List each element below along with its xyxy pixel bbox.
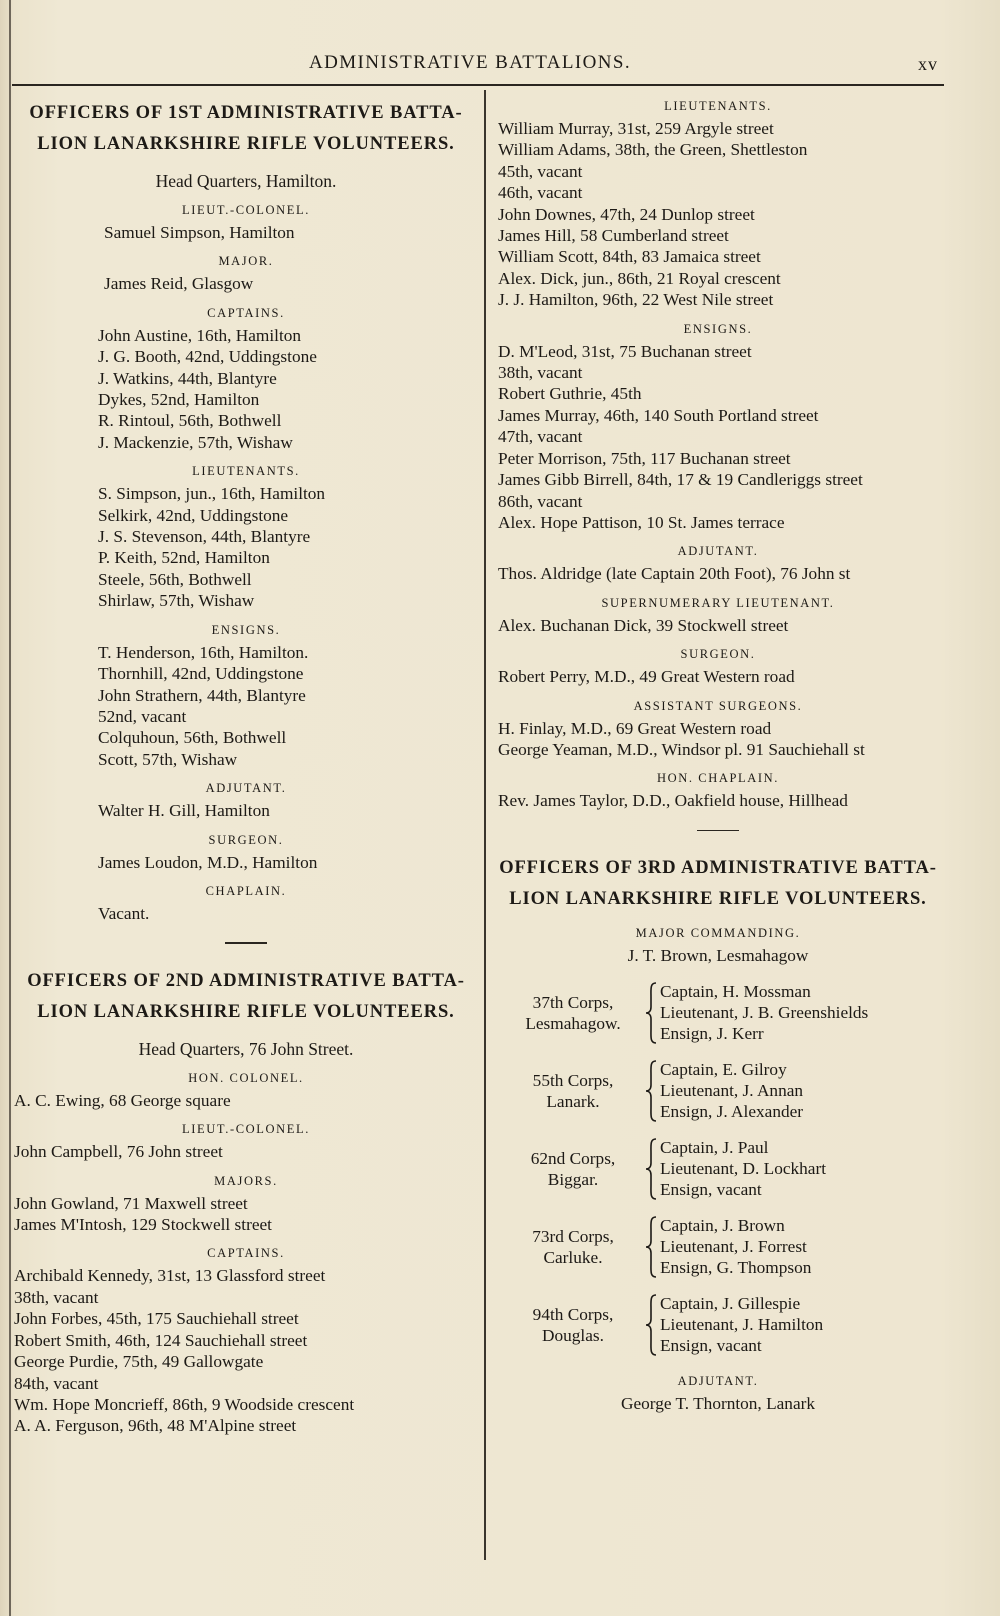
headquarters: Head Quarters, 76 John Street. xyxy=(138,1038,354,1059)
major-list xyxy=(14,273,478,294)
corps-entry xyxy=(508,1059,948,1123)
officer-entry: Rev. James Taylor, D.D., Oakfield house, Hillhead xyxy=(498,791,848,811)
officer-entry: Steele, 56th, Bothwell xyxy=(98,569,252,589)
officer-entry: Lieutenant, J. Forrest xyxy=(660,1237,807,1257)
officer-entry: John Downes, 47th, 24 Dunlop street xyxy=(498,204,755,224)
rank-label: MAJORS. xyxy=(214,1173,278,1188)
officer-entry: Captain, J. Brown xyxy=(660,1216,785,1236)
rank-label: ADJUTANT. xyxy=(677,544,759,559)
running-head xyxy=(0,52,1000,80)
officer-entry: A. C. Ewing, 68 George square xyxy=(14,1090,231,1110)
captains-list xyxy=(14,325,478,453)
rank-label: CAPTAINS. xyxy=(207,305,285,320)
officer-entry: Ensign, vacant xyxy=(660,1180,762,1200)
officer-entry: Wm. Hope Moncrieff, 86th, 9 Woodside crescent xyxy=(14,1394,355,1414)
officer-entry: S. Simpson, jun., 16th, Hamilton xyxy=(98,484,326,504)
officer-entry: John Forbes, 45th, 175 Sauchiehall street xyxy=(14,1309,299,1329)
officer-entry: 86th, vacant xyxy=(498,491,583,511)
officer-entry: Walter H. Gill, Hamilton xyxy=(98,801,270,821)
officer-entry: Vacant. xyxy=(98,903,150,923)
officer-entry: 47th, vacant xyxy=(498,427,583,447)
officer-entry: 52nd, vacant xyxy=(98,706,187,726)
hon-chaplain-list xyxy=(488,790,948,811)
corps-name-line: 94th Corps, xyxy=(532,1304,614,1324)
first-battalion xyxy=(14,98,478,924)
rank-label: MAJOR COMMANDING. xyxy=(635,926,801,941)
officer-entry: 45th, vacant xyxy=(498,161,583,181)
lieutenants-list xyxy=(488,118,948,311)
corps-name-line: 62nd Corps, xyxy=(530,1148,616,1168)
header-rule xyxy=(12,84,944,86)
officer-entry: J. Watkins, 44th, Blantyre xyxy=(98,368,277,388)
chaplain-list xyxy=(14,903,478,924)
officer-entry: Captain, J. Paul xyxy=(660,1138,769,1158)
officer-entry: Lieutenant, J. B. Greenshields xyxy=(660,1003,869,1023)
officer-entry: J. T. Brown, Lesmahagow xyxy=(627,946,809,966)
officer-entry: John Austine, 16th, Hamilton xyxy=(98,325,302,345)
corps-name xyxy=(508,1070,638,1112)
officer-entry: Lieutenant, J. Hamilton xyxy=(660,1315,824,1335)
officer-entry: Thos. Aldridge (late Captain 20th Foot), 76 John st xyxy=(498,564,851,584)
officer-entry: Samuel Simpson, Hamilton xyxy=(104,223,295,242)
officer-entry: Lieutenant, D. Lockhart xyxy=(660,1159,827,1179)
rank-label: ENSIGNS. xyxy=(683,321,753,336)
officer-entry: H. Finlay, M.D., 69 Great Western road xyxy=(498,718,772,738)
adjutant-list xyxy=(488,563,948,584)
officer-entry: Colquhoun, 56th, Bothwell xyxy=(98,728,287,748)
heading-line: LION LANARKSHIRE RIFLE VOLUNTEERS. xyxy=(37,1001,455,1022)
section-divider xyxy=(225,942,267,944)
corps-name-line: Biggar. xyxy=(547,1169,599,1189)
officer-entry: William Adams, 38th, the Green, Shettleston xyxy=(498,140,808,160)
majors-list xyxy=(14,1193,478,1236)
brace-icon xyxy=(644,1137,658,1201)
officer-entry: Ensign, J. Kerr xyxy=(660,1024,764,1044)
rank-label: MAJOR. xyxy=(218,254,274,269)
officer-entry: 38th, vacant xyxy=(14,1287,99,1307)
rank-label: LIEUT.-COLONEL. xyxy=(182,203,310,217)
officer-entry: Archibald Kennedy, 31st, 13 Glassford street xyxy=(14,1266,326,1286)
heading-line: OFFICERS OF 1ST ADMINISTRATIVE BATTA- xyxy=(29,103,463,123)
corps-name-line: Lanark. xyxy=(546,1091,600,1111)
corps-entry xyxy=(508,1215,948,1279)
corps-name-line: Douglas. xyxy=(542,1325,604,1345)
lt-colonel-list xyxy=(14,222,478,243)
rank-label: CHAPLAIN. xyxy=(205,883,287,898)
adjutant-list xyxy=(488,1393,948,1414)
running-title: ADMINISTRATIVE BATTALIONS. xyxy=(309,52,631,73)
captains-list xyxy=(14,1265,478,1436)
officer-entry: James Gibb Birrell, 84th, 17 & 19 Candleriggs street xyxy=(498,470,863,490)
officer-entry: John Campbell, 76 John street xyxy=(14,1142,223,1162)
right-column xyxy=(488,98,948,1414)
officer-entry: Robert Perry, M.D., 49 Great Western road xyxy=(498,667,795,687)
rank-label: LIEUTENANTS. xyxy=(192,464,300,479)
officer-entry: John Gowland, 71 Maxwell street xyxy=(14,1193,248,1213)
corps-entry xyxy=(508,1137,948,1201)
corps-name-line: 73rd Corps, xyxy=(532,1226,614,1246)
officer-entry: George Purdie, 75th, 49 Gallowgate xyxy=(14,1352,264,1372)
corps-list xyxy=(488,981,948,1357)
ensigns-list xyxy=(14,642,478,770)
officer-entry: T. Henderson, 16th, Hamilton. xyxy=(98,642,309,662)
corps-entry xyxy=(508,981,948,1045)
officer-entry: 38th, vacant xyxy=(498,363,583,383)
officer-entry: Ensign, vacant xyxy=(660,1336,762,1356)
officer-entry: James Reid, Glasgow xyxy=(104,274,254,294)
corps-name-line: 55th Corps, xyxy=(532,1070,614,1090)
surgeon-list xyxy=(488,666,948,687)
rank-label: ENSIGNS. xyxy=(211,622,281,637)
second-battalion-heading xyxy=(14,966,478,1028)
officer-entry: Selkirk, 42nd, Uddingstone xyxy=(98,505,289,525)
officer-entry: James Hill, 58 Cumberland street xyxy=(498,226,729,246)
ensigns-list xyxy=(488,341,948,534)
officer-entry: Captain, H. Mossman xyxy=(660,982,811,1002)
corps-officers xyxy=(660,1293,823,1356)
rank-label: ADJUTANT. xyxy=(205,781,287,796)
corps-name xyxy=(508,1304,638,1346)
corps-name xyxy=(508,992,638,1034)
officer-entry: Shirlaw, 57th, Wishaw xyxy=(98,591,255,611)
corps-officers xyxy=(660,1215,811,1278)
corps-name-line: 37th Corps, xyxy=(532,992,614,1012)
lt-colonel-list xyxy=(14,1141,478,1162)
gutter-edge xyxy=(9,0,11,1616)
officer-entry: James Loudon, M.D., Hamilton xyxy=(98,852,318,872)
officer-entry: Alex. Buchanan Dick, 39 Stockwell street xyxy=(498,615,789,635)
officer-entry: A. A. Ferguson, 96th, 48 M'Alpine street xyxy=(14,1416,297,1436)
rank-label: LIEUT.-COLONEL. xyxy=(182,1122,310,1137)
rank-label: HON. COLONEL. xyxy=(188,1070,304,1085)
heading-line: OFFICERS OF 2ND ADMINISTRATIVE BATTA- xyxy=(27,970,465,991)
officer-entry: Captain, J. Gillespie xyxy=(660,1294,801,1314)
corps-officers xyxy=(660,1137,826,1200)
corps-officers xyxy=(660,981,868,1044)
brace-icon xyxy=(644,1293,658,1357)
officer-entry: 46th, vacant xyxy=(498,183,583,203)
rank-label: ASSISTANT SURGEONS. xyxy=(633,698,803,713)
surgeon-list xyxy=(14,852,478,873)
officer-entry: D. M'Leod, 31st, 75 Buchanan street xyxy=(498,341,752,361)
officer-entry: J. G. Booth, 42nd, Uddingstone xyxy=(98,347,317,367)
rank-label: ADJUTANT. xyxy=(677,1373,759,1388)
lieutenants-list xyxy=(14,483,478,611)
officer-entry: J. S. Stevenson, 44th, Blantyre xyxy=(98,527,311,547)
second-battalion-left xyxy=(14,966,478,1437)
officer-entry: Alex. Hope Pattison, 10 St. James terrace xyxy=(498,512,785,532)
officer-entry: John Strathern, 44th, Blantyre xyxy=(98,685,306,705)
brace-icon xyxy=(644,1059,658,1123)
rank-label: SURGEON. xyxy=(208,832,284,847)
officer-entry: Dykes, 52nd, Hamilton xyxy=(98,390,260,410)
adjutant-list xyxy=(14,800,478,821)
officer-entry: Peter Morrison, 75th, 117 Buchanan street xyxy=(498,448,791,468)
rank-label: SURGEON. xyxy=(680,647,756,662)
rank-label: HON. CHAPLAIN. xyxy=(656,771,780,786)
officer-entry: William Scott, 84th, 83 Jamaica street xyxy=(498,247,761,267)
heading-line: OFFICERS OF 3RD ADMINISTRATIVE BATTA- xyxy=(499,858,937,879)
officer-entry: Alex. Dick, jun., 86th, 21 Royal crescent xyxy=(498,268,781,288)
officer-entry: Robert Smith, 46th, 124 Sauchiehall street xyxy=(14,1330,308,1350)
column-rule xyxy=(484,90,486,1560)
hon-colonel-list xyxy=(14,1090,478,1111)
heading-line: LION LANARKSHIRE RIFLE VOLUNTEERS. xyxy=(509,889,927,910)
asst-surgeons-list xyxy=(488,718,948,761)
corps-name-line: Carluke. xyxy=(543,1247,603,1267)
officer-entry: J. J. Hamilton, 96th, 22 West Nile street xyxy=(498,290,774,310)
officer-entry: R. Rintoul, 56th, Bothwell xyxy=(98,411,282,431)
officer-entry: George Yeaman, M.D., Windsor pl. 91 Sauchiehall st xyxy=(498,739,865,759)
officer-entry: Lieutenant, J. Annan xyxy=(660,1081,804,1101)
major-list xyxy=(488,945,948,966)
officer-entry: 84th, vacant xyxy=(14,1373,99,1393)
officer-entry: Ensign, J. Alexander xyxy=(660,1102,804,1122)
heading-line: LION LANARKSHIRE RIFLE VOLUNTEERS. xyxy=(37,134,455,154)
officer-entry: William Murray, 31st, 259 Argyle street xyxy=(498,119,774,138)
rank-label: LIEUTENANTS. xyxy=(664,99,772,113)
officer-entry: Ensign, G. Thompson xyxy=(660,1258,812,1278)
corps-name-line: Lesmahagow. xyxy=(525,1013,621,1033)
officer-entry: Scott, 57th, Wishaw xyxy=(98,749,238,769)
officer-entry: Thornhill, 42nd, Uddingstone xyxy=(98,664,304,684)
first-battalion-heading xyxy=(14,98,478,160)
third-battalion xyxy=(488,853,948,1414)
officer-entry: P. Keith, 52nd, Hamilton xyxy=(98,548,270,568)
corps-officers xyxy=(660,1059,803,1122)
page-number: xv xyxy=(918,54,938,74)
officer-entry: James M'Intosh, 129 Stockwell street xyxy=(14,1215,272,1235)
officer-entry: George T. Thornton, Lanark xyxy=(620,1393,816,1413)
supernumerary-list xyxy=(488,615,948,636)
officer-entry: J. Mackenzie, 57th, Wishaw xyxy=(98,432,293,452)
corps-name xyxy=(508,1148,638,1190)
corps-name xyxy=(508,1226,638,1268)
brace-icon xyxy=(644,1215,658,1279)
second-battalion-right xyxy=(488,98,948,812)
third-battalion-heading xyxy=(488,853,948,915)
left-column xyxy=(14,98,478,1437)
officer-entry: Captain, E. Gilroy xyxy=(660,1060,787,1080)
brace-icon xyxy=(644,981,658,1045)
rank-label: CAPTAINS. xyxy=(207,1246,285,1261)
rank-label: SUPERNUMERARY LIEUTENANT. xyxy=(601,595,835,610)
officer-entry: James Murray, 46th, 140 South Portland street xyxy=(498,405,819,425)
section-divider xyxy=(697,830,739,832)
headquarters: Head Quarters, Hamilton. xyxy=(155,171,337,191)
officer-entry: Robert Guthrie, 45th xyxy=(498,384,642,404)
corps-entry xyxy=(508,1293,948,1357)
